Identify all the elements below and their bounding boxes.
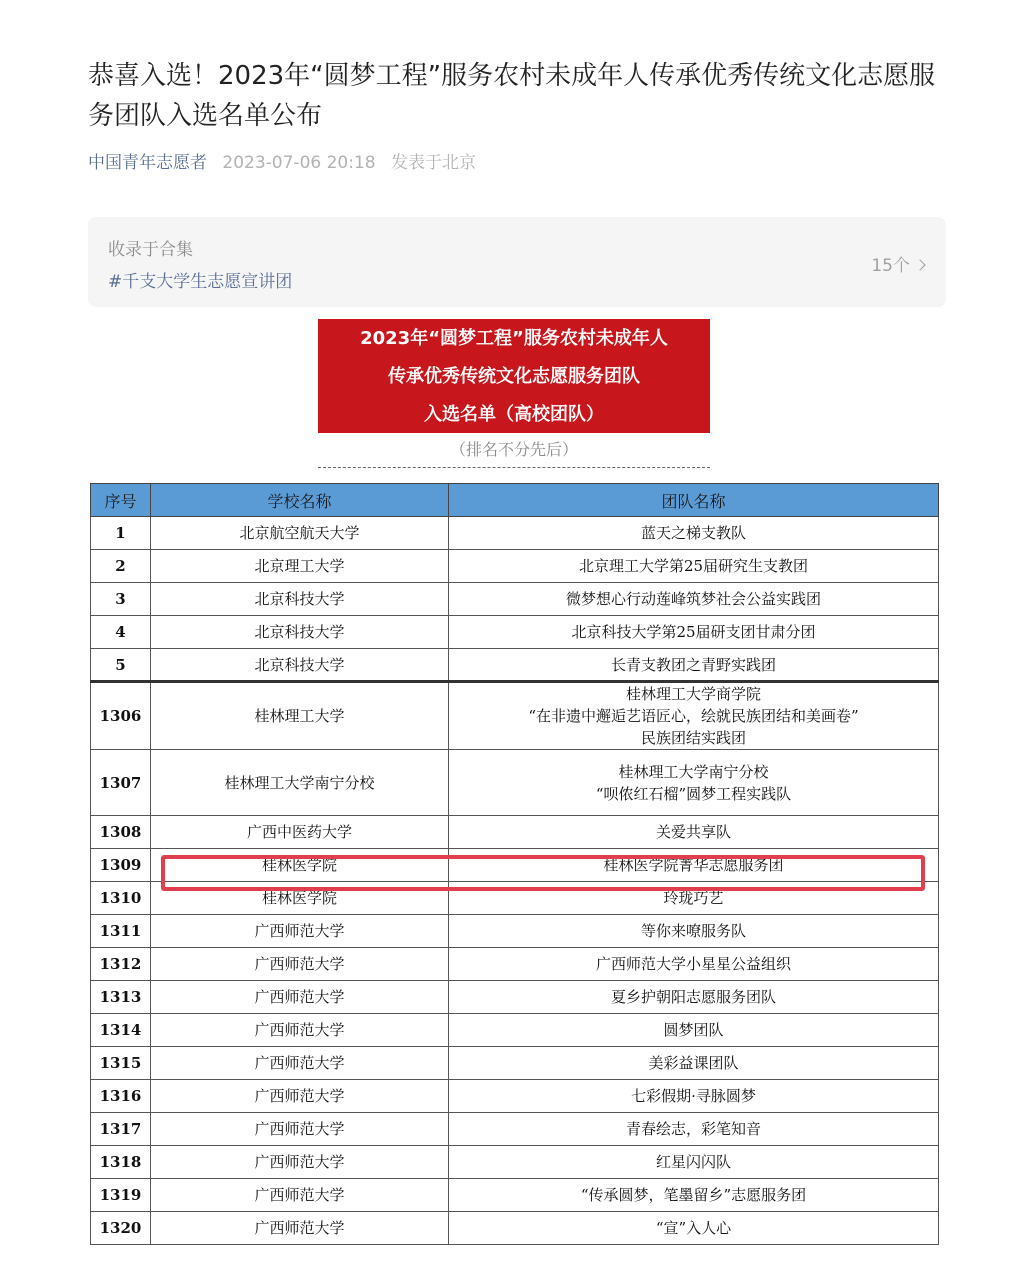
school-name: 广西师范大学 [151,1080,449,1113]
team-name [449,750,939,816]
table-row [91,1212,939,1245]
row-number: 5 [91,649,151,682]
row-number: 1318 [91,1146,151,1179]
dashed-divider [318,467,710,468]
row-number: 1309 [91,849,151,882]
row-number: 1 [91,517,151,550]
row-number: 2 [91,550,151,583]
row-number: 3 [91,583,151,616]
collection-count-text: 15个 [871,256,910,276]
team-name: 长青支教团之青野实践团 [449,649,939,682]
school-name: 桂林医学院 [151,849,449,882]
row-number: 1307 [91,750,151,816]
school-name: 广西中医药大学 [151,816,449,849]
collection-count[interactable] [871,251,924,276]
row-number: 1314 [91,1014,151,1047]
row-number: 1317 [91,1113,151,1146]
team-name: 关爱共享队 [449,816,939,849]
table-row [91,517,939,550]
team-name: 红星闪闪队 [449,1146,939,1179]
team-name: 广西师范大学小星星公益组织 [449,948,939,981]
row-number: 1316 [91,1080,151,1113]
team-name-line: “呗侬红石榴”圆梦工程实践队 [595,784,792,803]
collection-tag[interactable]: #千支大学生志愿宣讲团 [108,272,293,292]
school-name: 桂林理工大学 [151,682,449,750]
table-row [91,882,939,915]
chevron-right-icon [914,259,925,270]
school-name: 广西师范大学 [151,1179,449,1212]
team-name: 青春绘志，彩笔知音 [449,1113,939,1146]
publish-location: 发表于北京 [391,153,477,173]
table-row [91,1113,939,1146]
team-name: “传承圆梦，笔墨留乡”志愿服务团 [449,1179,939,1212]
school-name: 广西师范大学 [151,1146,449,1179]
row-number: 1315 [91,1047,151,1080]
school-name: 北京航空航天大学 [151,517,449,550]
school-name: 广西师范大学 [151,1047,449,1080]
row-number: 4 [91,616,151,649]
table-row [91,1179,939,1212]
collection-label: 收录于合集 [108,240,193,260]
table-row [91,948,939,981]
publish-date: 2023-07-06 20:18 [222,153,376,173]
school-name: 北京理工大学 [151,550,449,583]
table-row [91,1146,939,1179]
table-header-row [91,484,939,517]
team-name [449,682,939,750]
team-name: 圆梦团队 [449,1014,939,1047]
banner-line-2: 传承优秀传统文化志愿服务团队 [388,366,640,387]
account-name[interactable]: 中国青年志愿者 [88,153,207,173]
selection-table [90,483,939,1245]
team-name: 等你来嘹服务队 [449,915,939,948]
article-meta [88,150,476,176]
banner-line-3: 入选名单（高校团队） [424,404,604,425]
table-row [91,682,939,750]
row-number: 1311 [91,915,151,948]
school-name: 广西师范大学 [151,915,449,948]
table-row [91,816,939,849]
header-team: 团队名称 [449,484,939,517]
table-row [91,550,939,583]
table-row [91,750,939,816]
table-row [91,583,939,616]
table-row [91,981,939,1014]
table-row [91,616,939,649]
row-number: 1320 [91,1212,151,1245]
header-number: 序号 [91,484,151,517]
table-row [91,849,939,882]
school-name: 广西师范大学 [151,1113,449,1146]
school-name: 广西师范大学 [151,981,449,1014]
team-name: 夏乡护朝阳志愿服务团队 [449,981,939,1014]
team-name: 美彩益课团队 [449,1047,939,1080]
team-name: 桂林医学院菁华志愿服务团 [449,849,939,882]
school-name: 广西师范大学 [151,1212,449,1245]
team-name: 北京科技大学第25届研支团甘肃分团 [449,616,939,649]
header-school: 学校名称 [151,484,449,517]
school-name: 广西师范大学 [151,1014,449,1047]
collection-card[interactable] [88,217,946,307]
table-row [91,1014,939,1047]
row-number: 1319 [91,1179,151,1212]
row-number: 1308 [91,816,151,849]
list-banner [318,319,710,433]
school-name: 桂林理工大学南宁分校 [151,750,449,816]
team-name: 玲珑巧艺 [449,882,939,915]
school-name: 桂林医学院 [151,882,449,915]
ranking-note: （排名不分先后） [449,440,578,459]
team-name: 微梦想心行动莲峰筑梦社会公益实践团 [449,583,939,616]
team-name-line: 民族团结实践团 [640,729,746,747]
table-row [91,1047,939,1080]
row-number: 1312 [91,948,151,981]
team-name-line: 桂林理工大学商学院 [625,685,761,703]
school-name: 广西师范大学 [151,948,449,981]
team-name: 北京理工大学第25届研究生支教团 [449,550,939,583]
team-name-line: “在非遗中邂逅艺语匠心，绘就民族团结和美画卷” [528,707,859,725]
table-row [91,649,939,682]
team-name-line: 桂林理工大学南宁分校 [618,762,769,781]
team-name: 七彩假期·寻脉圆梦 [449,1080,939,1113]
school-name: 北京科技大学 [151,583,449,616]
article-title: 恭喜入选！2023年“圆梦工程”服务农村未成年人传承优秀传统文化志愿服务团队入选名单公布 [88,61,936,131]
row-number: 1310 [91,882,151,915]
banner-line-1: 2023年“圆梦工程”服务农村未成年人 [360,328,668,349]
row-number: 1306 [91,682,151,750]
team-name: “宣”入人心 [449,1212,939,1245]
row-number: 1313 [91,981,151,1014]
team-name: 蓝天之梯支教队 [449,517,939,550]
table-row [91,915,939,948]
school-name: 北京科技大学 [151,616,449,649]
table-row [91,1080,939,1113]
school-name: 北京科技大学 [151,649,449,682]
